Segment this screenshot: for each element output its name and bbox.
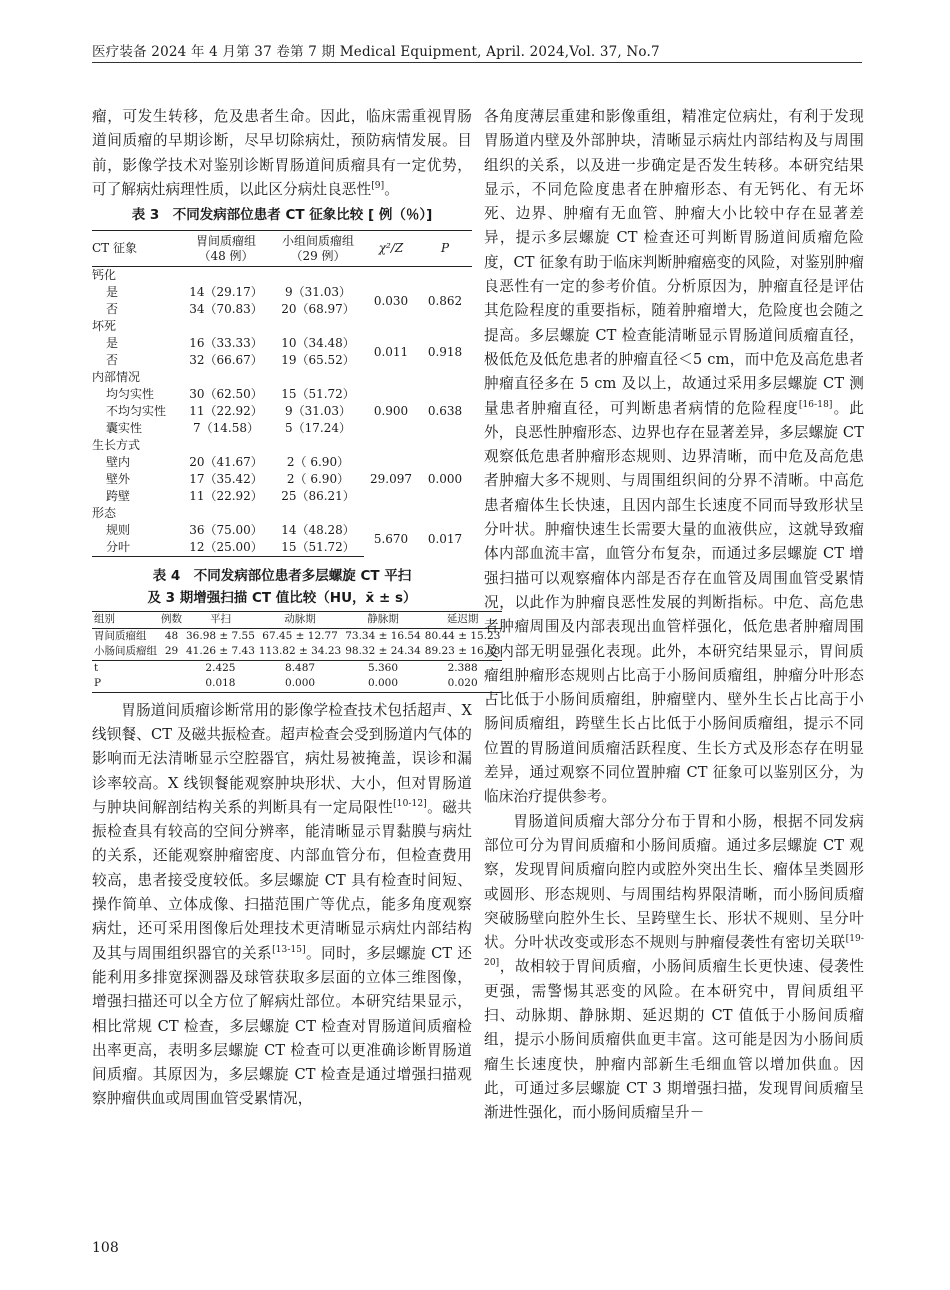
table-cell: 7（14.58）	[193, 421, 259, 436]
table-cell: 跨壁	[106, 489, 131, 504]
table-row	[92, 660, 502, 676]
table-cell: 均匀实性	[106, 387, 155, 402]
table-cell: 0.000	[343, 676, 423, 692]
paragraph-text: 。	[384, 180, 399, 198]
right-column	[484, 105, 864, 1125]
table-group-row	[92, 505, 472, 522]
table-cell: 9（31.03）	[285, 285, 351, 300]
table-cell: 15（51.72）	[272, 539, 364, 557]
table-cell: 20（41.67）	[189, 455, 263, 470]
table-group-title: 内部情况	[92, 370, 141, 385]
table-cell: 36（75.00）	[189, 523, 263, 538]
table-cell: 12（25.00）	[180, 539, 272, 557]
table-cell: 98.32 ± 24.34	[345, 645, 421, 658]
table3	[92, 230, 472, 557]
table-group-title: 坏死	[92, 319, 117, 334]
table-row	[92, 676, 502, 692]
table4-caption-line1: 表 4 不同发病部位患者多层螺旋 CT 平扫	[152, 568, 412, 585]
table-cell	[159, 676, 184, 692]
table-cell: 分叶	[92, 539, 180, 557]
t4-header: 静脉期	[343, 612, 423, 629]
table-cell: 胃间质瘤组	[94, 629, 147, 642]
table-cell: 不均匀实性	[106, 404, 167, 419]
table-cell: 80.44 ± 15.23	[424, 629, 501, 642]
table-cell-p: 0.017	[427, 531, 463, 546]
table-row	[92, 454, 472, 471]
table-cell: 规则	[106, 523, 131, 538]
t3-header-p: P	[418, 231, 472, 267]
table-cell: 2（ 6.90）	[286, 455, 350, 470]
paragraph-risk-analysis	[484, 105, 864, 810]
table-cell: 15（51.72）	[281, 387, 355, 402]
table-cell: 67.45 ± 12.77	[262, 629, 338, 642]
table-cell: 41.26 ± 7.43	[186, 645, 255, 658]
header-rule	[92, 62, 862, 63]
table-cell: 89.23 ± 16.33	[424, 645, 501, 658]
citation-ref: [9]	[371, 181, 385, 192]
citation-ref: [10-12]	[393, 799, 427, 810]
table-cell-stat: 0.011	[373, 344, 409, 359]
table-cell: 17（35.42）	[189, 472, 263, 487]
running-header: 医疗装备 2024 年 4 月第 37 卷第 7 期 Medical Equipment, April. 2024,Vol. 37, No.7	[92, 44, 660, 60]
table-cell: 0.000	[257, 676, 343, 692]
table4-caption-line2: 及 3 期增强扫描 CT 值比较（HU，x̄ ± s）	[147, 590, 417, 607]
left-column	[92, 105, 501, 1112]
t4-header: 平扫	[184, 612, 257, 629]
table-cell: P	[92, 676, 159, 692]
table-cell: 壁内	[106, 455, 131, 470]
table-cell: 113.82 ± 34.23	[258, 645, 342, 658]
table-cell: 20（68.97）	[281, 302, 355, 317]
table-group-title: 生长方式	[92, 438, 141, 453]
citation-ref: [13-15]	[272, 944, 306, 955]
table-cell: 14（48.28）	[281, 523, 355, 538]
table-cell-p: 0.862	[427, 293, 463, 308]
table-cell: t	[92, 660, 159, 676]
table-cell: 5.360	[343, 660, 423, 676]
paragraph-text: 胃肠道间质瘤大部分分布于胃和小肠，根据不同发病部位可分为胃间质瘤和小肠间质瘤。通过多层螺旋 CT 观察，发现胃间质瘤向腔内或腔外突出生长、瘤体呈类圆形或圆形、形态规则、与周围结构界限清晰，而小肠间质瘤突破肠壁向腔外生长、呈跨壁生长、形状不规则、呈分叶状。分叶状改变或形态不规则与肿瘤侵袭性有密切关联	[484, 812, 864, 952]
table-cell: 48	[164, 629, 179, 642]
table3-caption: 表 3 不同发病部位患者 CT 征象比较 [ 例（％）]	[131, 207, 433, 224]
t4-header: 延迟期	[423, 612, 503, 629]
table-group-title: 形态	[92, 506, 117, 521]
table-group-title: 钙化	[92, 268, 117, 283]
paragraph-imaging-methods	[92, 699, 472, 1112]
table-cell-stat: 5.670	[373, 531, 409, 546]
table-cell: 2.388	[423, 660, 503, 676]
table-cell: 囊实性	[106, 421, 143, 436]
table-cell: 11（22.92）	[189, 489, 263, 504]
table-cell-p: 0.638	[427, 404, 463, 419]
table-cell: 16（33.33）	[189, 336, 263, 351]
table-group-row	[92, 267, 472, 285]
table-cell: 5（17.24）	[285, 421, 351, 436]
table-cell: 34（70.83）	[189, 302, 263, 317]
table4	[92, 611, 502, 693]
table-cell-stat: 0.030	[373, 293, 409, 308]
table-cell: 73.34 ± 16.54	[345, 629, 421, 642]
table-cell: 30（62.50）	[189, 387, 263, 402]
table-cell: 25（86.21）	[281, 489, 355, 504]
table-cell-p: 0.918	[427, 344, 463, 359]
table-cell: 否	[106, 353, 119, 368]
table4-caption	[92, 565, 472, 609]
table-row	[92, 386, 472, 403]
paragraph-text: 。同时，多层螺旋 CT 还能利用多排宽探测器及球管获取多层面的立体三维图像，增强扫描还可以全方位了解病灶部位。本研究结果显示，相比常规 CT 检查，多层螺旋 CT 检查对胃肠道间质瘤检出率更高，表明多层螺旋 CT 检查可以更准确诊断胃肠道间质瘤。其原因为，多层螺旋 CT 检查是通过增强扫描观察肿瘤供血或周围血管受累情况，	[92, 944, 473, 1108]
table-cell: 0.018	[184, 676, 257, 692]
table-cell: 29	[164, 645, 179, 658]
paragraph-text: 各角度薄层重建和影像重组，精准定位病灶，有利于发现胃肠道内壁及外部肿块，清晰显示病灶内部结构及与周围组织的关系，以及进一步确定是否发生转移。本研究结果显示，不同危险度患者在肿瘤形态、有无钙化、有无坏死、边界、肿瘤有无血管、肿瘤大小比较中存在显著差异，提示多层螺旋 CT 检查还可判断胃肠道间质瘤危险度，CT 征象有助于临床判断肿瘤癌变的风险，对鉴别肿瘤良恶性有一定的参考价值。分析原因为，肿瘤直径是评估其危险程度的重要指标，随着肿瘤增大，危险度也会随之提高。多层螺旋 CT 检查能清晰显示胃肠道间质瘤直径，极低危及低危患者的肿瘤直径＜5 cm，而中危及高危患者肿瘤直径多在 5 cm 及以上，故通过采用多层螺旋 CT 测量患者肿瘤直径，可判断患者病情的危险程度	[484, 108, 864, 417]
table-cell: 19（65.52）	[281, 353, 355, 368]
table-group-row	[92, 369, 472, 386]
table-cell: 否	[106, 302, 119, 317]
table-cell: 11（22.92）	[189, 404, 263, 419]
table-cell: 8.487	[257, 660, 343, 676]
table-cell: 是	[106, 285, 119, 300]
table-cell: 小肠间质瘤组	[94, 645, 157, 658]
paragraph-text: 。磁共振检查具有较高的空间分辨率，能清晰显示胃黏膜与病灶的关系，还能观察肿瘤密度、内部血管分布，但检查费用较高，患者接受度较低。多层螺旋 CT 具有检查时间短、操作简单、立体成像、扫描范围广等优点，能多角度观察病灶，还可采用图像后处理技术更清晰显示病灶内部结构及其与周围组织器官的关系	[92, 798, 472, 962]
t4-header: 组别	[92, 612, 159, 629]
table-group-row	[92, 437, 472, 454]
t3-header-name: CT 征象	[92, 231, 180, 267]
t3-header-group2: 小组间质瘤组 （29 例）	[272, 231, 364, 267]
paragraph-site-comparison	[484, 810, 864, 1126]
table-row	[92, 335, 472, 352]
table-cell: 0.020	[423, 676, 503, 692]
table-cell	[159, 660, 184, 676]
t4-header: 例数	[159, 612, 184, 629]
table-cell: 9（31.03）	[285, 404, 351, 419]
t4-header: 动脉期	[257, 612, 343, 629]
paragraph-text: ，故相较于胃间质瘤，小肠间质瘤生长更快速、侵袭性更强，需警惕其恶变的风险。在本研究中，胃间质组平扫、动脉期、静脉期、延迟期的 CT 值低于小肠间质瘤组，提示小肠间质瘤供血更丰富。这可能是因为小肠间质瘤生长速度快，肿瘤内部新生毛细血管以增加供血。因此，可通过多层螺旋 CT 3 期增强扫描，发现胃间质瘤呈渐进性强化，而小肠间质瘤呈升－	[484, 958, 864, 1122]
paragraph-intro-end	[92, 105, 472, 202]
table-row	[92, 522, 472, 539]
t3-header-group1: 胃间质瘤组 （48 例）	[180, 231, 272, 267]
table-row	[92, 628, 502, 644]
table-row	[92, 644, 502, 660]
paragraph-text: 胃肠道间质瘤诊断常用的影像学检查技术包括超声、X 线钡餐、CT 及磁共振检查。超声检查会受到肠道内气体的影响而无法清晰显示空腔器官，病灶易被掩盖，误诊和漏诊率较高。X 线钡餐能观察肿块形状、大小，但对胃肠道与肿块间解剖结构关系的判断具有一定局限性	[92, 701, 472, 816]
table-cell: 36.98 ± 7.55	[186, 629, 255, 642]
table-cell: 是	[106, 336, 119, 351]
table-cell-stat: 0.900	[373, 404, 409, 419]
table-row	[92, 284, 472, 301]
t3-header-stat: χ²/Z	[364, 231, 418, 267]
table-cell: 2.425	[184, 660, 257, 676]
table-cell: 2（ 6.90）	[286, 472, 350, 487]
table-cell-p: 0.000	[427, 472, 463, 487]
table-cell: 14（29.17）	[189, 285, 263, 300]
table-cell: 壁外	[106, 472, 131, 487]
citation-ref: [16-18]	[798, 399, 833, 410]
table-cell-stat: 29.097	[370, 472, 412, 487]
paragraph-text: 瘤，可发生转移，危及患者生命。因此，临床需重视胃肠道间质瘤的早期诊断，尽早切除病灶，预防病情发展。目前，影像学技术对鉴别诊断胃肠道间质瘤具有一定优势，可了解病灶病理性质，以此区分病灶良恶性	[92, 108, 472, 198]
table-cell: 32（66.67）	[189, 353, 263, 368]
page-number: 108	[92, 1240, 119, 1256]
table-group-row	[92, 318, 472, 335]
paragraph-text: 。此外，良恶性肿瘤形态、边界也存在显著差异，多层螺旋 CT 观察低危患者肿瘤形态规则、边界清晰，而中危及高危患者肿瘤大多不规则、与周围组织间的分界不清晰。中高危患者瘤体生长快速，且因内部生长速度不同而导致形状呈分叶状。肿瘤快速生长需要大量的血液供应，这就导致瘤体内部血流丰富，血管分布复杂，而通过多层螺旋 CT 增强扫描可以观察瘤体内部是否存在血管及周围血管受累情况，以此作为肿瘤良恶性发展的判断指标。中危、高危患者肿瘤周围及内部表现出血管样强化，低危患者肿瘤周围及内部无明显强化表现。此外，本研究结果显示，胃间质瘤组肿瘤形态规则占比高于小肠间质瘤组，肿瘤分叶形态占比低于小肠间质瘤组，肿瘤壁内、壁外生长占比高于小肠间质瘤组，跨壁生长占比低于小肠间质瘤组，提示不同位置的胃肠道间质瘤活跃程度、生长方式及形态存在明显差异，通过观察不同位置肿瘤 CT 征象可以鉴别区分，为临床治疗提供参考。	[484, 399, 864, 806]
table-cell: 10（34.48）	[281, 336, 355, 351]
citation-ref: [19-20]	[484, 934, 864, 969]
